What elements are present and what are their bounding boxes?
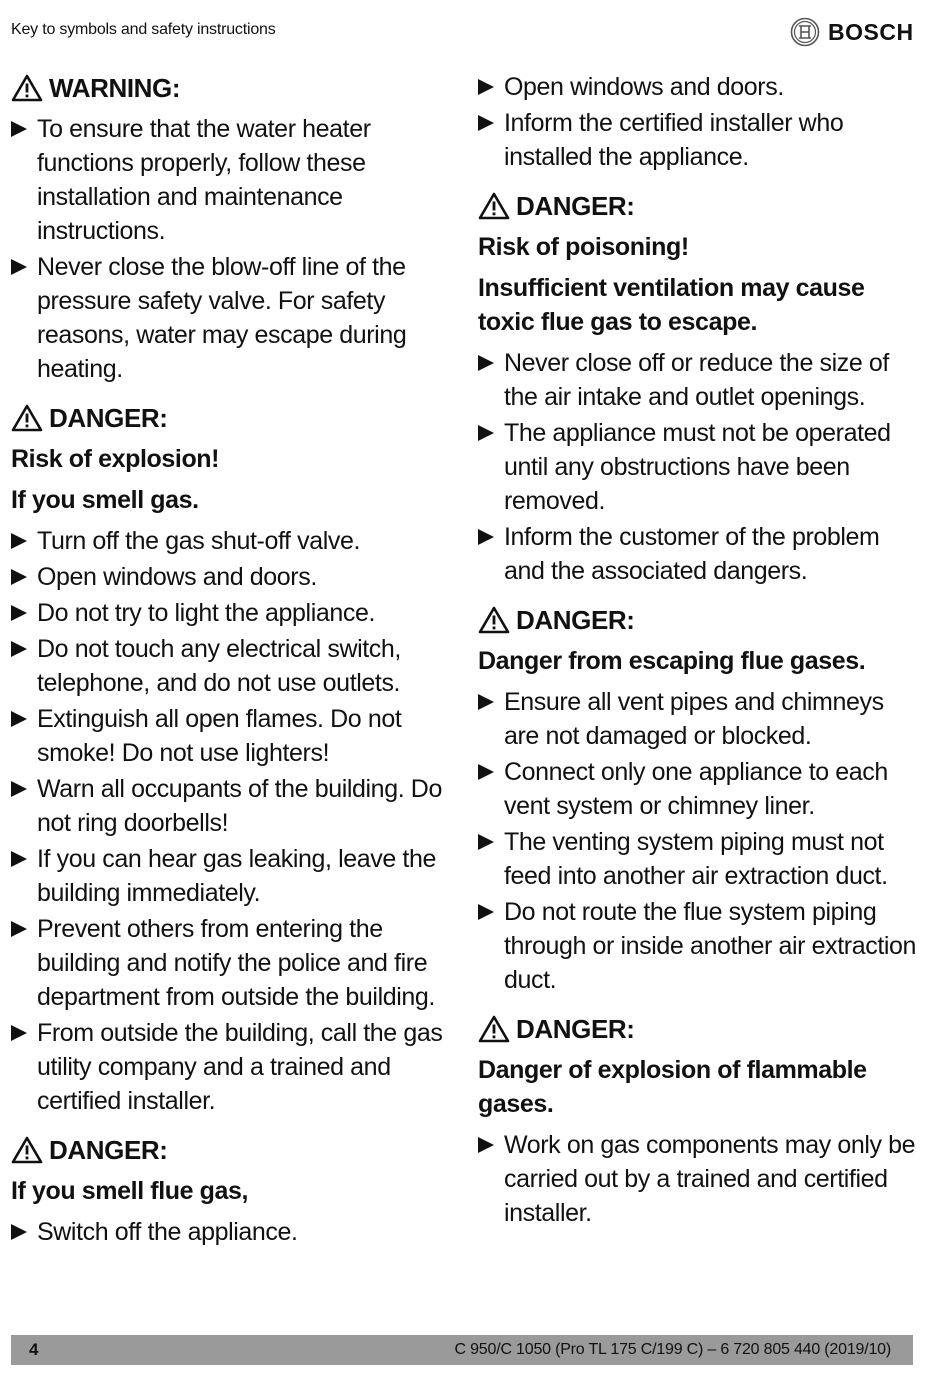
bullet-arrow-icon	[478, 1137, 494, 1153]
bullet-arrow-icon	[11, 711, 27, 727]
warning-triangle-icon	[11, 74, 43, 102]
danger-headline: Risk of explosion!	[11, 445, 220, 473]
warning-triangle-icon	[478, 606, 510, 634]
list-item: Connect only one appliance to each vent system or chimney liner.	[478, 755, 923, 823]
warning-triangle-icon	[478, 1015, 510, 1043]
left-column	[11, 70, 449, 1251]
danger-headline: Danger of explosion of flammable gases.	[478, 1056, 867, 1118]
list-item: Work on gas components may only be carried out by a trained and certified installer.	[478, 1128, 923, 1230]
document-reference: C 950/C 1050 (Pro TL 175 C/199 C) – 6 720 805 440 (2019/10)	[454, 1341, 891, 1358]
bullet-arrow-icon	[11, 781, 27, 797]
list-item: Open windows and doors.	[11, 560, 449, 594]
list-item: Switch off the appliance.	[11, 1215, 449, 1249]
list-item: Inform the customer of the problem and the associated dangers.	[478, 520, 923, 588]
danger-heading: DANGER:	[478, 602, 923, 638]
list-item: Turn off the gas shut-off valve.	[11, 524, 449, 558]
bullet-arrow-icon	[478, 115, 494, 131]
bullet-arrow-icon	[11, 605, 27, 621]
bullet-arrow-icon	[478, 79, 494, 95]
danger-headline: If you smell flue gas,	[11, 1177, 249, 1205]
bosch-logo-icon	[790, 17, 820, 47]
bullet-arrow-icon	[478, 425, 494, 441]
bullet-arrow-icon	[11, 641, 27, 657]
list-item: The venting system piping must not feed into another air extraction duct.	[478, 825, 923, 893]
right-column	[478, 70, 923, 1232]
page-number: 4	[29, 1340, 39, 1359]
danger-headline: Danger from escaping flue gases.	[478, 647, 866, 675]
danger-heading: DANGER:	[478, 1011, 923, 1047]
bullet-arrow-icon	[478, 904, 494, 920]
list-item: From outside the building, call the gas utility company and a trained and certified installer.	[11, 1016, 449, 1118]
bullet-arrow-icon	[11, 1025, 27, 1041]
list-item: Do not route the flue system piping through or inside another air extraction duct.	[478, 895, 923, 997]
danger-subheadline: If you smell gas.	[11, 486, 199, 514]
brand-name: BOSCH	[828, 18, 914, 45]
list-item: Open windows and doors.	[478, 70, 923, 104]
list-item: Never close the blow-off line of the pressure safety valve. For safety reasons, water may escape during heating.	[11, 250, 449, 386]
bullet-arrow-icon	[478, 355, 494, 371]
list-item: Do not touch any electrical switch, telephone, and do not use outlets.	[11, 632, 449, 700]
warning-triangle-icon	[11, 404, 43, 432]
bullet-arrow-icon	[478, 764, 494, 780]
bullet-arrow-icon	[11, 121, 27, 137]
bullet-arrow-icon	[11, 1224, 27, 1240]
bullet-arrow-icon	[11, 259, 27, 275]
list-item: Warn all occupants of the building. Do not ring doorbells!	[11, 772, 449, 840]
warning-heading: WARNING:	[11, 70, 449, 106]
bullet-arrow-icon	[11, 533, 27, 549]
danger-heading: DANGER:	[11, 1132, 449, 1168]
list-item: Never close off or reduce the size of the air intake and outlet openings.	[478, 346, 923, 414]
list-item: Inform the certified installer who installed the appliance.	[478, 106, 923, 174]
warning-triangle-icon	[478, 192, 510, 220]
list-item: Ensure all vent pipes and chimneys are not damaged or blocked.	[478, 685, 923, 753]
list-item: Prevent others from entering the building and notify the police and fire department from outside the building.	[11, 912, 449, 1014]
list-item: Extinguish all open flames. Do not smoke! Do not use lighters!	[11, 702, 449, 770]
warning-triangle-icon	[11, 1136, 43, 1164]
bullet-arrow-icon	[11, 921, 27, 937]
danger-headline: Risk of poisoning!	[478, 233, 689, 261]
list-item: If you can hear gas leaking, leave the building immediately.	[11, 842, 449, 910]
list-item: Do not try to light the appliance.	[11, 596, 449, 630]
bullet-arrow-icon	[478, 694, 494, 710]
bullet-arrow-icon	[11, 851, 27, 867]
page-footer	[11, 1335, 913, 1365]
danger-heading: DANGER:	[478, 188, 923, 224]
bullet-arrow-icon	[478, 834, 494, 850]
bullet-arrow-icon	[11, 569, 27, 585]
brand	[790, 16, 914, 48]
danger-subheadline: Insufficient ventilation may cause toxic flue gas to escape.	[478, 274, 865, 336]
list-item: The appliance must not be operated until any obstructions have been removed.	[478, 416, 923, 518]
danger-heading: DANGER:	[11, 400, 449, 436]
bullet-arrow-icon	[478, 529, 494, 545]
page-header-title: Key to symbols and safety instructions	[11, 21, 276, 38]
list-item: To ensure that the water heater functions properly, follow these installation and maintenance instructions.	[11, 112, 449, 248]
